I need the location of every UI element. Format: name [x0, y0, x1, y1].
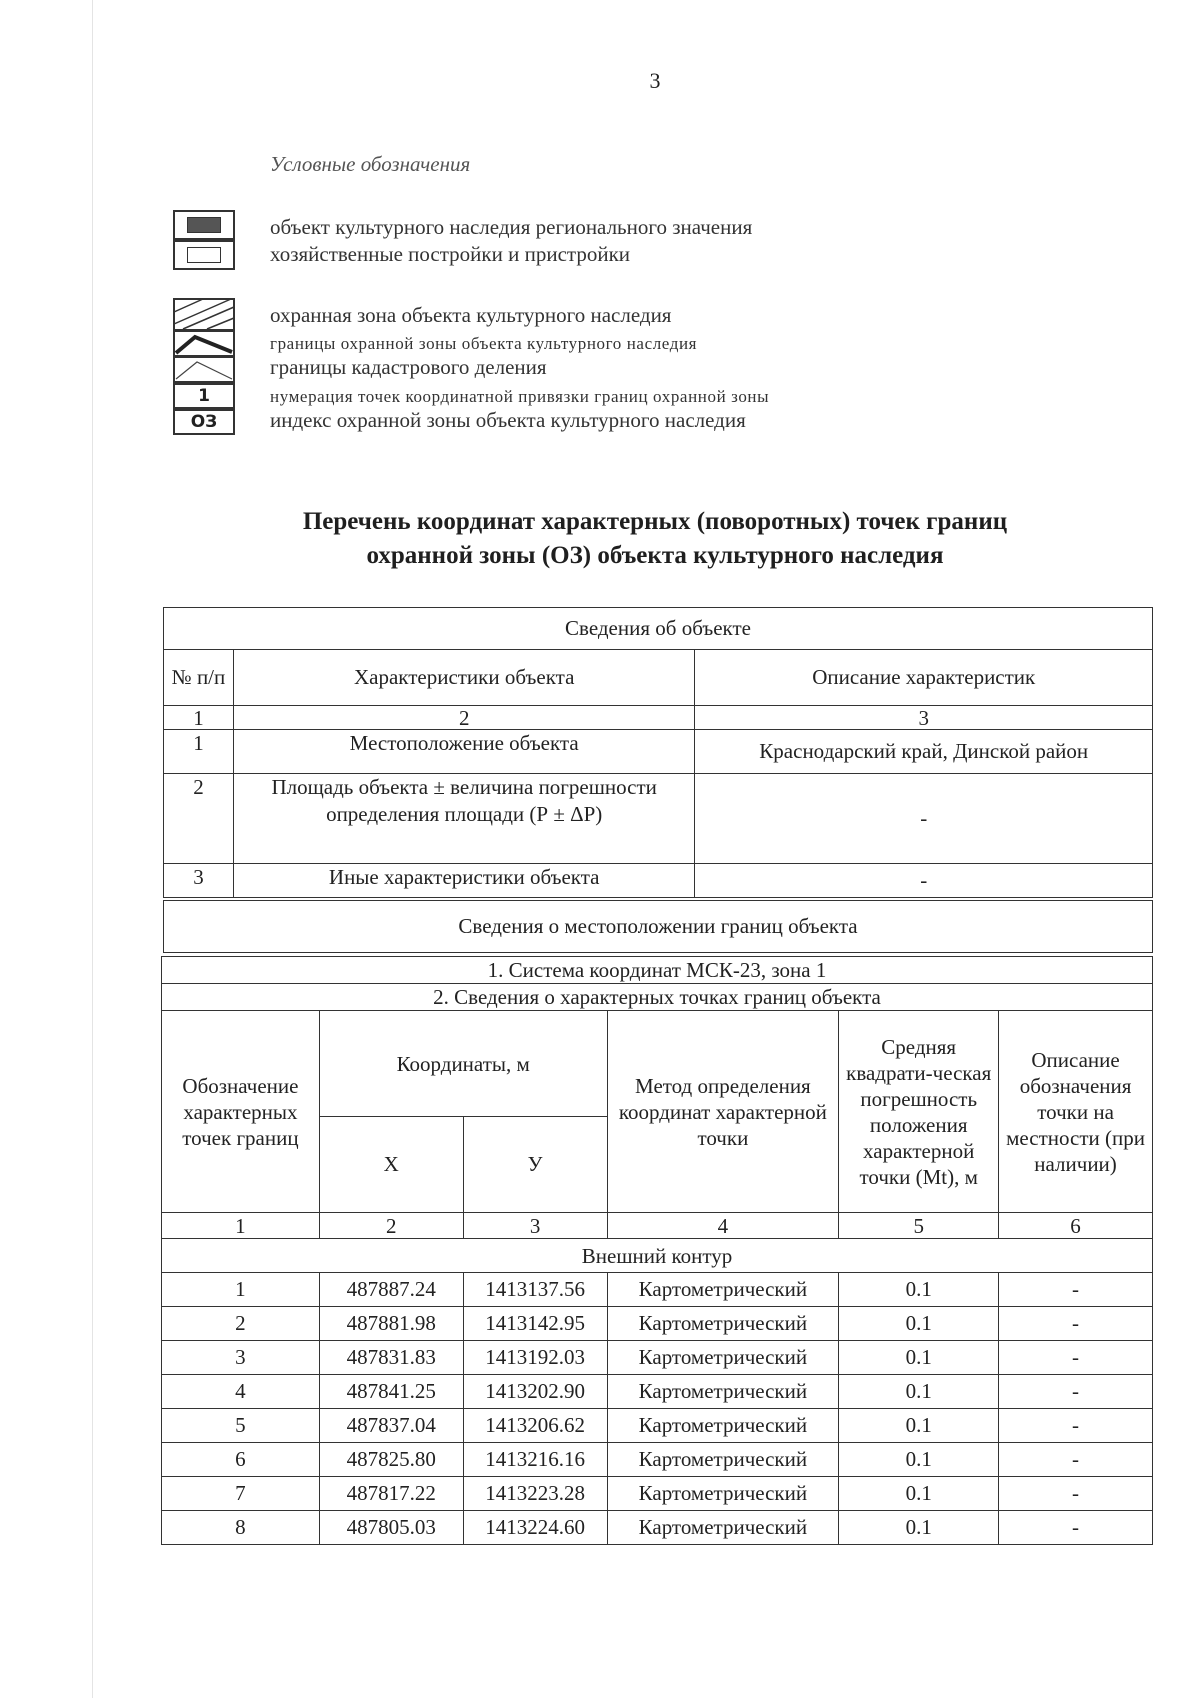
description-cell: - — [999, 1511, 1153, 1545]
row-number: 2 — [164, 774, 234, 864]
column-number: 2 — [319, 1213, 463, 1239]
column-number: 1 — [162, 1213, 320, 1239]
point-number: 7 — [162, 1477, 320, 1511]
row-characteristic: Иные характеристики объекта — [233, 864, 695, 898]
column-header: Метод определения координат характерной точки — [607, 1011, 839, 1213]
method-cell: Картометрический — [607, 1307, 839, 1341]
points-table — [161, 956, 1153, 1545]
bold-boundary-line-icon — [173, 331, 235, 357]
legend-item-label: индекс охранной зоны объекта культурного наследия — [270, 408, 746, 432]
description-cell: - — [999, 1273, 1153, 1307]
column-header: У — [463, 1117, 607, 1213]
error-cell: 0.1 — [839, 1443, 999, 1477]
description-cell: - — [999, 1307, 1153, 1341]
column-header: № п/п — [164, 650, 234, 706]
empty-square-icon — [173, 240, 235, 270]
x-coordinate: 487825.80 — [319, 1443, 463, 1477]
x-coordinate: 487881.98 — [319, 1307, 463, 1341]
column-header: Характеристики объекта — [233, 650, 695, 706]
x-coordinate: 487837.04 — [319, 1409, 463, 1443]
row-number: 1 — [164, 730, 234, 774]
column-header: Х — [319, 1117, 463, 1213]
error-cell: 0.1 — [839, 1477, 999, 1511]
description-cell: - — [999, 1409, 1153, 1443]
contour-label: Внешний контур — [162, 1239, 1153, 1273]
table-row — [162, 1511, 1153, 1545]
error-cell: 0.1 — [839, 1307, 999, 1341]
row-description: - — [695, 774, 1153, 864]
description-cell: - — [999, 1375, 1153, 1409]
column-number: 2 — [233, 706, 695, 730]
section-title: Сведения о местоположении границ объекта — [164, 901, 1153, 953]
error-cell: 0.1 — [839, 1511, 999, 1545]
table-row — [162, 1307, 1153, 1341]
point-number: 3 — [162, 1341, 320, 1375]
legend-item-label: объект культурного наследия регионального значения — [270, 215, 753, 239]
x-coordinate: 487817.22 — [319, 1477, 463, 1511]
y-coordinate: 1413192.03 — [463, 1341, 607, 1375]
method-cell: Картометрический — [607, 1273, 839, 1307]
error-cell: 0.1 — [839, 1341, 999, 1375]
table-row — [162, 1273, 1153, 1307]
column-header: Обозначение характерных точек границ — [162, 1011, 320, 1213]
legend-item-label: охранная зона объекта культурного наследия — [270, 303, 672, 327]
point-rows — [162, 1273, 1153, 1545]
legend-item-label: границы охранной зоны объекта культурного наследия — [270, 334, 698, 353]
point-number: 2 — [162, 1307, 320, 1341]
column-header: Координаты, м — [319, 1011, 607, 1117]
x-coordinate: 487831.83 — [319, 1341, 463, 1375]
y-coordinate: 1413206.62 — [463, 1409, 607, 1443]
table-row — [162, 1477, 1153, 1511]
point-number: 8 — [162, 1511, 320, 1545]
description-cell: - — [999, 1443, 1153, 1477]
points-title: 2. Сведения о характерных точках границ объекта — [162, 984, 1153, 1011]
object-info-table — [163, 607, 1153, 898]
page-number: 3 — [649, 68, 661, 93]
column-number: 3 — [463, 1213, 607, 1239]
description-cell: - — [999, 1341, 1153, 1375]
boundary-info-table — [163, 900, 1153, 953]
column-number: 5 — [839, 1213, 999, 1239]
thin-boundary-line-icon — [173, 357, 235, 383]
hatched-zone-icon — [173, 298, 235, 331]
table-row — [162, 1341, 1153, 1375]
document-heading — [160, 505, 1150, 573]
error-cell: 0.1 — [839, 1273, 999, 1307]
method-cell: Картометрический — [607, 1511, 839, 1545]
y-coordinate: 1413202.90 — [463, 1375, 607, 1409]
column-number: 4 — [607, 1213, 839, 1239]
table-row — [162, 1375, 1153, 1409]
y-coordinate: 1413216.16 — [463, 1443, 607, 1477]
table-row — [162, 1443, 1153, 1477]
row-description: - — [695, 864, 1153, 898]
y-coordinate: 1413137.56 — [463, 1273, 607, 1307]
point-number: 4 — [162, 1375, 320, 1409]
method-cell: Картометрический — [607, 1341, 839, 1375]
y-coordinate: 1413224.60 — [463, 1511, 607, 1545]
method-cell: Картометрический — [607, 1409, 839, 1443]
section-title: Сведения об объекте — [164, 608, 1153, 650]
page-margin-line — [92, 0, 93, 1698]
column-header: Средняя квадрати-ческая погрешность положения характерной точки (Мt), м — [839, 1011, 999, 1213]
legend-item-label: нумерация точек координатной привязки границ охранной зоны — [270, 387, 770, 406]
method-cell: Картометрический — [607, 1375, 839, 1409]
description-cell: - — [999, 1477, 1153, 1511]
error-cell: 0.1 — [839, 1409, 999, 1443]
index-box-icon: ОЗ — [173, 409, 235, 435]
column-number: 6 — [999, 1213, 1153, 1239]
number-box-icon: 1 — [173, 383, 235, 409]
point-number: 5 — [162, 1409, 320, 1443]
x-coordinate: 487887.24 — [319, 1273, 463, 1307]
row-description: Краснодарский край, Динской район — [695, 730, 1153, 774]
method-cell: Картометрический — [607, 1477, 839, 1511]
row-characteristic: Площадь объекта ± величина погрешности определения площади (Р ± ΔР) — [233, 774, 695, 864]
legend-item-label: хозяйственные постройки и пристройки — [270, 242, 631, 266]
point-number: 6 — [162, 1443, 320, 1477]
heading-line: Перечень координат характерных (поворотных) точек границ — [302, 508, 1008, 535]
filled-square-icon — [173, 210, 235, 240]
x-coordinate: 487805.03 — [319, 1511, 463, 1545]
column-number: 3 — [695, 706, 1153, 730]
point-number: 1 — [162, 1273, 320, 1307]
legend-title: Условные обозначения — [270, 152, 471, 176]
y-coordinate: 1413142.95 — [463, 1307, 607, 1341]
row-characteristic: Местоположение объекта — [233, 730, 695, 774]
heading-line: охранной зоны (ОЗ) объекта культурного наследия — [366, 542, 944, 569]
y-coordinate: 1413223.28 — [463, 1477, 607, 1511]
column-number: 1 — [164, 706, 234, 730]
column-header: Описание характеристик — [695, 650, 1153, 706]
method-cell: Картометрический — [607, 1443, 839, 1477]
table-row — [162, 1409, 1153, 1443]
column-header: Описание обозначения точки на местности (при наличии) — [999, 1011, 1153, 1213]
legend-item-label: границы кадастрового деления — [270, 355, 547, 379]
row-number: 3 — [164, 864, 234, 898]
coord-system: 1. Система координат МСК-23, зона 1 — [162, 957, 1153, 984]
x-coordinate: 487841.25 — [319, 1375, 463, 1409]
error-cell: 0.1 — [839, 1375, 999, 1409]
